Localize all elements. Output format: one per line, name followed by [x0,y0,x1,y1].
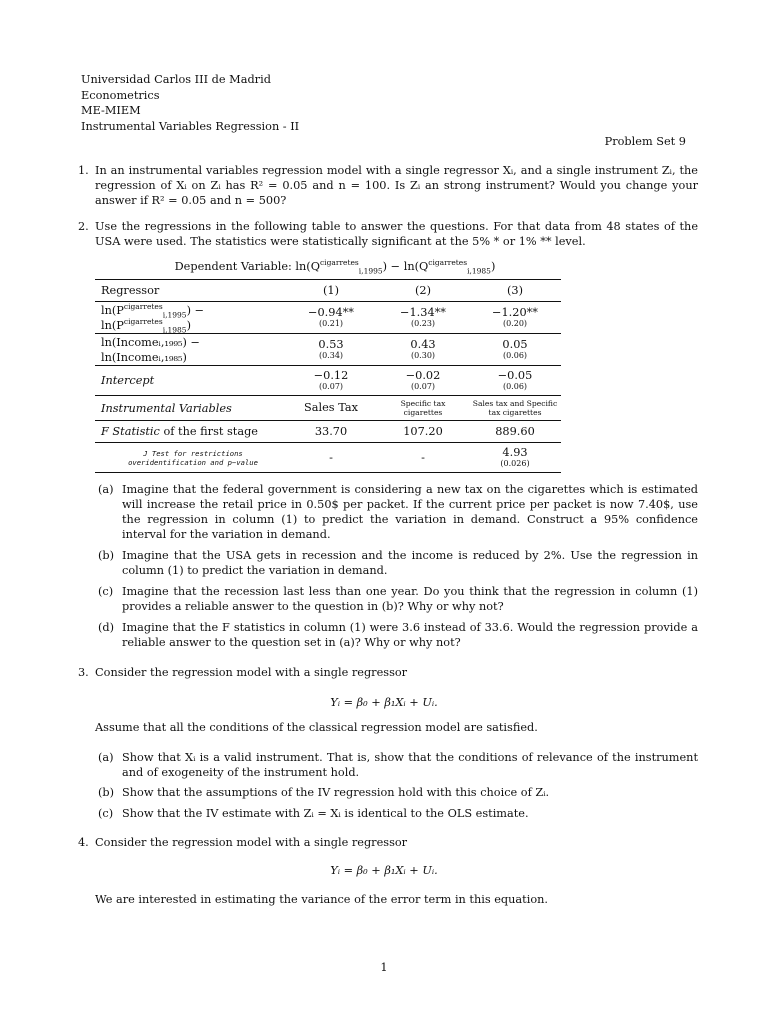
table-header-row: Regressor (1) (2) (3) [95,280,561,302]
topic-title: Instrumental Variables Regression - II [81,119,300,133]
dependent-variable-caption: Dependent Variable: $\ln(Q^{cigarretes}_{i,1995}) - \ln(Q^{cigarretes}_{i,1985})$ [174,258,496,276]
table-row-income [95,334,561,366]
row-label: $\ln(P^{cigarretes}_{i,1995}) - \ln(P^{cigarretes}_{i,1985})$ [101,301,205,334]
question-3-assumption: Assume that all the conditions of the classical regression model are satisfied. [95,721,538,734]
cell: 0.53 (0.34) [318,338,344,360]
question-3c: (c) Show that the IV estimate with Zᵢ = Xᵢ is identical to the OLS estimate. [98,807,529,820]
program-name: ME-MIEM [81,104,141,117]
row-label: Instrumental Variables [101,401,232,415]
cell: 0.43 (0.30) [410,338,436,360]
table-row-price [95,302,561,334]
cell: −0.05 (0.06) [497,369,533,391]
question-4 [78,835,698,850]
row-label: ln(Incomeᵢ,₁₉₉₅) − ln(Incomeᵢ,₁₉₈₅) [101,335,201,364]
cell: 4.93 (0.026) [500,446,530,468]
question-2a: (a) Imagine that the federal government is considering a new tax on the cigarettes which is estimated will increase the retail price in 0.50$ per packet. If the current price per packet is now 7.40$, use the regression in column (1) to predict the variation in demand. Construct a 95% confidence interval for the variation in demand. [98,483,698,541]
question-2b: (b) Imagine that the USA gets in recession and the income is reduced by 2%. Use the regression in column (1) to predict the variation in demand. [98,549,698,577]
problem-set-label: Problem Set 9 [604,135,686,148]
cell: −1.34** (0.23) [400,306,446,328]
question-number: 1. [78,164,89,177]
row-label: J Test for restrictions overidentification and p−value [128,448,258,467]
page-number: 1 [380,961,388,974]
question-4-tail: We are interested in estimating the variance of the error term in this equation. [95,893,548,906]
cell: Specific tax cigarettes [400,399,446,417]
course-name: Econometrics [81,88,160,102]
cell: 107.20 [403,424,443,438]
table-row-j-test [95,443,561,473]
row-label: Intercept [101,374,155,387]
cell: - [329,450,333,464]
university-name: Universidad Carlos III de Madrid [81,73,271,86]
question-2 [78,219,698,249]
table-row-instruments [95,396,561,421]
cell: 0.05 (0.06) [502,338,528,360]
question-3a: (a) Show that Xᵢ is a valid instrument. That is, show that the conditions of relevance of the instrument and of exogeneity of the instrument hold. [98,751,698,779]
cell: Sales tax and Specific tax cigarettes [472,399,558,417]
cell: - [421,450,425,464]
cell: −1.20** (0.20) [492,306,538,328]
equation-q3: Yᵢ = β₀ + β₁Xᵢ + Uᵢ. [330,696,438,709]
table-row-f-statistic [95,421,561,443]
cell: Sales Tax [304,401,358,414]
question-number: 3. [78,666,89,679]
question-text: In an instrumental variables regression model with a single regressor Xᵢ, and a single instrument Zᵢ, the regression of Xᵢ on Zᵢ has R² = 0.05 and n = 100. Is Zᵢ an strong instrument? Would you change your answer if R² = 0.05 and n = 500? [95,164,698,207]
regressor-header: Regressor [101,284,160,297]
question-1 [78,163,698,208]
row-label: F Statistic of the first stage [101,425,258,438]
cell: −0.94** (0.21) [308,306,354,328]
question-3b: (b) Show that the assumptions of the IV regression hold with this choice of Zᵢ. [98,786,550,799]
question-number: 2. [78,220,89,233]
equation-q4: Yᵢ = β₀ + β₁Xᵢ + Uᵢ. [330,864,438,877]
cell: −0.02 (0.07) [405,369,441,391]
question-text: Consider the regression model with a single regressor [95,836,408,849]
question-text: Use the regressions in the following table to answer the questions. For that data from 48 states of the USA were used. The statistics were statistically significant at the 5% * or 1% ** level. [95,220,698,248]
regression-table [95,257,561,473]
question-2d: (d) Imagine that the F statistics in column (1) were 3.6 instead of 33.6. Would the regression provide a reliable answer to the question set in (a)? Why or why not? [98,621,698,649]
question-text: Consider the regression model with a single regressor [95,666,408,679]
table-row-intercept [95,366,561,396]
question-3 [78,665,698,680]
question-number: 4. [78,836,89,849]
cell: 33.70 [314,424,348,438]
document-header [81,72,299,134]
cell: 889.60 [495,424,535,438]
cell: −0.12 (0.07) [313,369,349,391]
question-2c: (c) Imagine that the recession last less than one year. Do you think that the regression in column (1) provides a reliable answer to the question in (b)? Why or why not? [98,585,698,613]
